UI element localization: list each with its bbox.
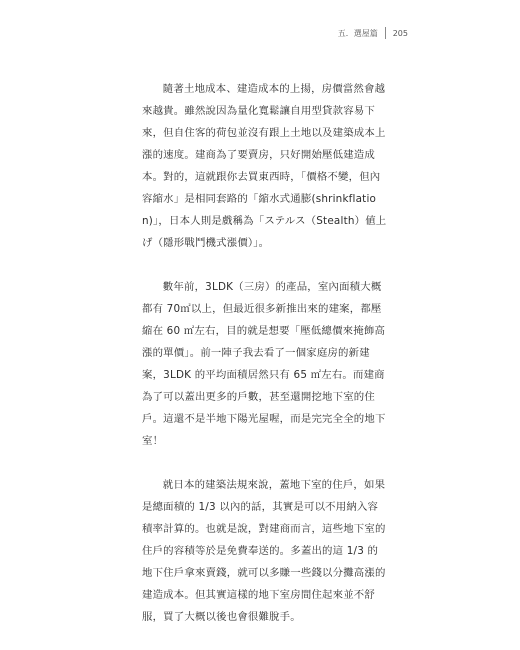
body-text [142,78,388,650]
chapter-title: 五．選屋篇 [337,28,378,38]
running-header [338,27,408,39]
page-number: 205 [392,28,408,38]
paragraph-1: 隨著土地成本、建造成本的上揚，房價當然會越來越貴。雖然說因為量化寬鬆讓自用型貸款容易下來，但自住客的荷包並沒有跟上土地以及建築成本上漲的速度。建商為了要賣房，只好開始壓低建造成本。對的，這就跟你去買東西時，「價格不變，但內容縮水」是相同套路的「縮水式通膨(shrinkflation)」，日本人則是戲稱為「ステルス（Stealth）値上げ（隱形戰鬥機式漲價）」。 [142,83,387,249]
paragraph-2: 數年前，3LDK（三房）的產品，室內面積大概都有 70㎡以上，但最近很多新推出來的建案，都壓縮在 60 ㎡左右，目的就是想要「壓低總價來掩飾高漲的單價」。前一陣子我去看了一個家庭房的新建案，3LDK 的平均面積居然只有 65 ㎡左右。而建商為了可以蓋出更多的戶數，甚至還開挖地下室的住戶。這還不是半地下陽光屋喔，而是完完全全的地下室！ [142,281,386,447]
paragraph-3: 就日本的建築法規來說，蓋地下室的住戶，如果是總面積的 1/3 以內的話，其實是可以不用納入容積率計算的。也就是說，對建商而言，這些地下室的住戶的容積等於是免費奉送的。多蓋出的這 1/3 的地下住戶拿來賣錢，就可以多賺一些錢以分攤高漲的建造成本。但其實這樣的地下室房間住起來並不舒服，買了大概以後也會很難脫手。 [142,479,386,623]
header-divider [385,27,386,39]
